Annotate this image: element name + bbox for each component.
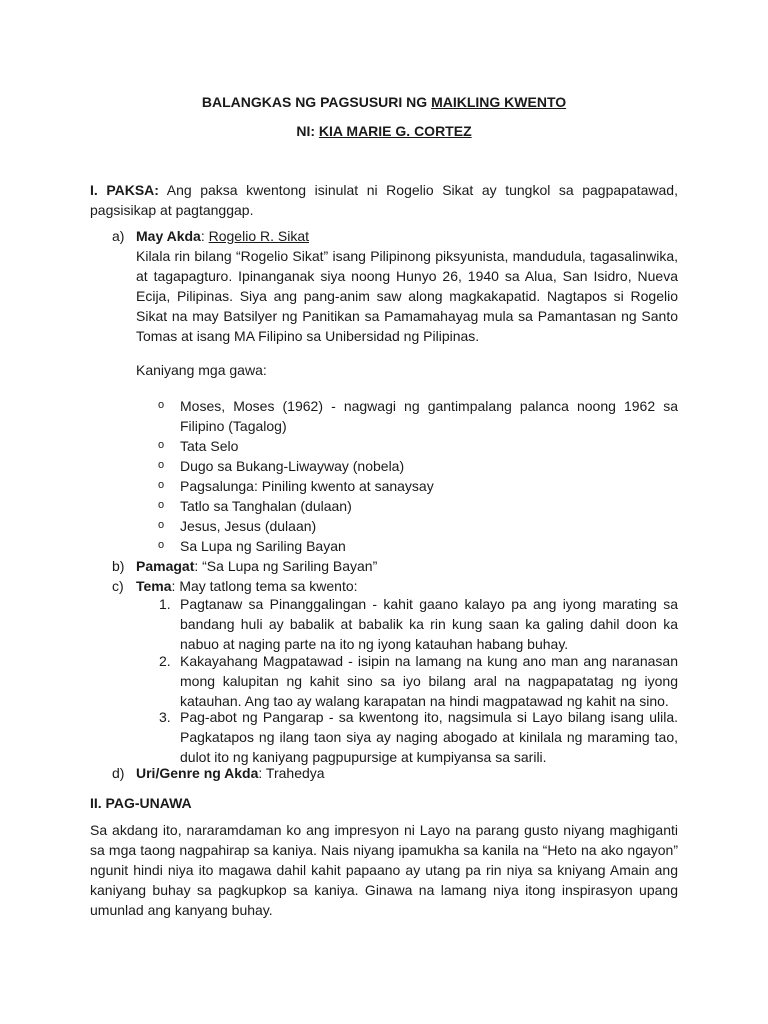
item-d-marker: d) xyxy=(112,765,125,781)
title-prefix: BALANGKAS NG PAGSUSURI NG xyxy=(201,94,432,110)
item-c-line xyxy=(136,576,358,596)
author-bio: Kilala rin bilang “Rogelio Sikat” isang Pilipinong piksyunista, mandudula, tagasalinwika, at tagapagturo. Ipinanganak siya noong Hunyo 26, 1940 sa Alua, San Isidro, Nueva Ecija, Pilipinas. Siya ang pang-anim saw along magkakapatid. Nagtapos si Rogelio Sikat na may Batsilyer ng Panitikan sa Pamamahayag mula sa Pamantasan ng Santo Tomas at isang MA Filipino sa Unibersidad ng Pilipinas. xyxy=(136,248,678,344)
list-item: Tatlo sa Tanghalan (dulaan) xyxy=(180,498,352,514)
section-paksa-text: Ang paksa kwentong isinulat ni Rogelio Sikat ay tungkol sa pagpapatawad, pagsisikap at pagtanggap. xyxy=(90,182,678,218)
theme-item: Pagtanaw sa Pinanggalingan - kahit gaano kalayo pa ang iyong marating sa bandang huli ay babalik at babalik ka rin kung saan ka galing dahil doon ka nabuo at naging parte na ito ng iyong katauhan habang buhay. xyxy=(180,596,678,652)
section-pag-unawa-text: Sa akdang ito, nararamdaman ko ang impresyon ni Layo na parang gusto niyang maghiganti sa mga taong nagpahirap sa kaniya. Nais niyang ipamukha sa kanila na “Heto na ako ngayon” ngunit hindi niya ito magawa dahil kahit papaano ay utang pa rin niya sa kniyang Amain ang kaniyang buhay sa pagkupkop sa kaniya. Ginawa na lamang niya itong inspirasyon upang umunlad ang kanyang buhay. xyxy=(90,822,678,918)
item-d-line xyxy=(136,763,325,783)
section-paksa-label: I. PAKSA: xyxy=(90,182,159,198)
item-c-label: Tema xyxy=(136,578,172,594)
author-prefix: NI: xyxy=(296,123,319,139)
item-b-label: Pamagat xyxy=(136,558,195,574)
item-a-value: Rogelio R. Sikat xyxy=(208,228,310,244)
theme-number: 2. xyxy=(159,653,171,669)
document-title xyxy=(0,94,768,110)
theme-item: Kakayahang Magpatawad - isipin na lamang na kung ano man ang naranasan mong kalupitan ng kahit sino sa iyo bilang aral na nagpapatatag ng iyong katauhan. Ang tao ay walang karapatan na hindi magpatawad ng kahit na sino. xyxy=(180,653,678,709)
bullet-icon: o xyxy=(158,439,165,451)
item-b-marker: b) xyxy=(112,558,125,574)
section-pag-unawa-heading: II. PAG-UNAWA xyxy=(90,795,192,811)
list-item: Pagsalunga: Piniling kwento at sanaysay xyxy=(180,478,434,494)
bullet-icon: o xyxy=(158,519,165,531)
item-b-line xyxy=(136,556,377,576)
item-a-label: May Akda xyxy=(136,228,201,244)
item-a-heading xyxy=(136,226,309,246)
author-name: KIA MARIE G. CORTEZ xyxy=(318,123,472,139)
theme-item: Pag-abot ng Pangarap - sa kwentong ito, nagsimula si Layo bilang isang ulila. Pagkatapos ng ilang taon siya ay naging abogado at kinilala ng maraming tao, dulot ito ng kaniyang pagpupursige at kumpiyansa sa sarili. xyxy=(180,709,678,765)
theme-number: 1. xyxy=(159,596,171,612)
list-item: Moses, Moses (1962) - nagwagi ng gantimpalang palanca noong 1962 sa Filipino (Tagalog) xyxy=(180,398,678,434)
item-d-text: : Trahedya xyxy=(258,765,325,781)
item-a-marker: a) xyxy=(112,228,125,244)
bullet-icon: o xyxy=(158,399,165,411)
bullet-icon: o xyxy=(158,539,165,551)
item-d-label: Uri/Genre ng Akda xyxy=(136,765,259,781)
works-label: Kaniyang mga gawa: xyxy=(136,362,267,378)
list-item: Tata Selo xyxy=(180,438,239,454)
bullet-icon: o xyxy=(158,459,165,471)
list-item: Jesus, Jesus (dulaan) xyxy=(180,518,317,534)
theme-number: 3. xyxy=(159,709,171,725)
item-a-sep: : xyxy=(200,228,209,244)
item-c-marker: c) xyxy=(112,578,124,594)
list-item: Sa Lupa ng Sariling Bayan xyxy=(180,538,346,554)
item-b-text: : “Sa Lupa ng Sariling Bayan” xyxy=(194,558,378,574)
list-item: Dugo sa Bukang-Liwayway (nobela) xyxy=(180,458,405,474)
title-underlined: MAIKLING KWENTO xyxy=(431,94,567,110)
bullet-icon: o xyxy=(158,499,165,511)
item-c-text: : May tatlong tema sa kwento: xyxy=(171,578,358,594)
bullet-icon: o xyxy=(158,479,165,491)
section-paksa xyxy=(90,180,678,220)
author-line xyxy=(0,123,768,139)
